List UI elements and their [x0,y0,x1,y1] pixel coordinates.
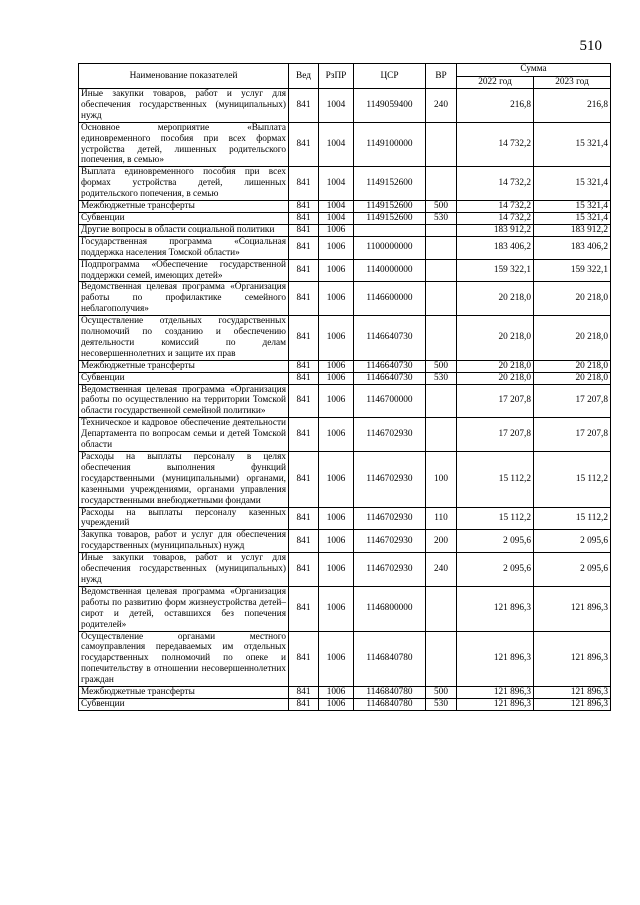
row-ved: 841 [289,530,319,553]
row-csr: 1149152600 [354,212,426,224]
table-row [79,167,611,201]
table-row [79,316,611,361]
row-rzpr: 1004 [319,89,354,123]
row-csr [354,224,426,236]
row-sum-2022: 121 896,3 [457,698,534,710]
table-row [79,687,611,699]
row-vr [426,316,457,361]
row-ved: 841 [289,316,319,361]
row-name: Ведомственная целевая программа «Организация работы по профилактике семейного неблагополучия» [79,282,289,316]
row-name: Межбюджетные трансферты [79,201,289,213]
row-sum-2022: 183 406,2 [457,236,534,259]
row-sum-2022: 20 218,0 [457,316,534,361]
row-rzpr: 1006 [319,236,354,259]
row-vr [426,282,457,316]
row-rzpr: 1006 [319,224,354,236]
row-sum-2023: 121 896,3 [534,698,611,710]
table-row [79,553,611,587]
row-csr: 1146702930 [354,553,426,587]
row-rzpr: 1006 [319,372,354,384]
table-row [79,631,611,687]
row-vr: 500 [426,687,457,699]
row-rzpr: 1006 [319,418,354,452]
row-name: Субвенции [79,372,289,384]
header-row [79,64,611,77]
row-ved: 841 [289,167,319,201]
row-vr: 530 [426,372,457,384]
row-vr: 240 [426,553,457,587]
row-sum-2023: 17 207,8 [534,418,611,452]
row-csr: 1149152600 [354,167,426,201]
row-sum-2022: 20 218,0 [457,360,534,372]
table-body [79,89,611,711]
budget-table [78,63,611,711]
row-csr: 1149059400 [354,89,426,123]
table-row [79,122,611,167]
row-vr: 110 [426,507,457,530]
row-ved: 841 [289,553,319,587]
header-name: Наименование показателей [79,64,289,89]
row-sum-2023: 183 912,2 [534,224,611,236]
row-csr: 1146640730 [354,372,426,384]
row-sum-2023: 183 406,2 [534,236,611,259]
row-csr: 1146702930 [354,452,426,508]
row-ved: 841 [289,631,319,687]
row-vr [426,224,457,236]
header-vr: ВР [426,64,457,89]
row-name: Межбюджетные трансферты [79,360,289,372]
row-ved: 841 [289,282,319,316]
row-csr: 1100000000 [354,236,426,259]
row-ved: 841 [289,122,319,167]
row-name: Техническое и кадровое обеспечение деятельности Департамента по вопросам семьи и детей Томской области [79,418,289,452]
row-ved: 841 [289,452,319,508]
row-vr [426,586,457,631]
row-vr [426,167,457,201]
row-rzpr: 1004 [319,212,354,224]
row-csr: 1146702930 [354,530,426,553]
row-sum-2023: 121 896,3 [534,687,611,699]
row-name: Иные закупки товаров, работ и услуг для обеспечения государственных (муниципальных) нужд [79,553,289,587]
row-ved: 841 [289,224,319,236]
row-sum-2023: 15 112,2 [534,507,611,530]
header-rzpr: РзПР [319,64,354,89]
row-name: Основное мероприятие «Выплата единовременного пособия при всех формах устройства детей, лишенных родительского попечения, в семью» [79,122,289,167]
header-2023: 2023 год [534,76,611,89]
row-ved: 841 [289,212,319,224]
row-vr: 100 [426,452,457,508]
row-ved: 841 [289,698,319,710]
row-name: Межбюджетные трансферты [79,687,289,699]
header-sum: Сумма [457,64,611,77]
row-sum-2022: 159 322,1 [457,259,534,282]
row-vr: 530 [426,212,457,224]
row-ved: 841 [289,259,319,282]
table-row [79,384,611,418]
table-row [79,89,611,123]
header-ved: Вед [289,64,319,89]
row-vr [426,259,457,282]
table-row [79,224,611,236]
table-row [79,360,611,372]
row-rzpr: 1006 [319,452,354,508]
row-sum-2022: 14 732,2 [457,201,534,213]
row-rzpr: 1006 [319,507,354,530]
row-ved: 841 [289,418,319,452]
row-ved: 841 [289,586,319,631]
row-sum-2023: 20 218,0 [534,316,611,361]
row-rzpr: 1006 [319,530,354,553]
row-sum-2023: 159 322,1 [534,259,611,282]
row-sum-2023: 121 896,3 [534,631,611,687]
row-csr: 1140000000 [354,259,426,282]
row-sum-2022: 15 112,2 [457,452,534,508]
row-name: Субвенции [79,212,289,224]
row-name: Подпрограмма «Обеспечение государственной поддержки семей, имеющих детей» [79,259,289,282]
row-name: Осуществление органами местного самоуправления передаваемых им отдельных государственных полномочий по опеке и попечительству в отношении несовершеннолетних граждан [79,631,289,687]
row-sum-2022: 14 732,2 [457,212,534,224]
row-rzpr: 1006 [319,586,354,631]
table-row [79,212,611,224]
row-sum-2022: 15 112,2 [457,507,534,530]
row-csr: 1146640730 [354,316,426,361]
row-rzpr: 1006 [319,384,354,418]
row-csr: 1146640730 [354,360,426,372]
table-row [79,452,611,508]
row-rzpr: 1006 [319,687,354,699]
row-sum-2022: 121 896,3 [457,687,534,699]
table-row [79,530,611,553]
row-ved: 841 [289,236,319,259]
row-name: Ведомственная целевая программа «Организация работы по развитию форм жизнеустройства детей–сирот и детей, оставшихся без попечения родителей» [79,586,289,631]
row-csr: 1149152600 [354,201,426,213]
row-vr: 500 [426,360,457,372]
header-csr: ЦСР [354,64,426,89]
row-name: Другие вопросы в области социальной политики [79,224,289,236]
row-rzpr: 1006 [319,259,354,282]
row-ved: 841 [289,89,319,123]
row-sum-2022: 14 732,2 [457,122,534,167]
row-sum-2023: 17 207,8 [534,384,611,418]
row-vr [426,384,457,418]
row-name: Иные закупки товаров, работ и услуг для обеспечения государственных (муниципальных) нужд [79,89,289,123]
row-sum-2023: 2 095,6 [534,553,611,587]
row-rzpr: 1004 [319,122,354,167]
row-ved: 841 [289,687,319,699]
row-ved: 841 [289,507,319,530]
header-2022: 2022 год [457,76,534,89]
row-vr [426,122,457,167]
table-row [79,282,611,316]
row-ved: 841 [289,372,319,384]
row-vr [426,236,457,259]
table-row [79,698,611,710]
row-csr: 1146700000 [354,384,426,418]
row-ved: 841 [289,360,319,372]
row-vr [426,631,457,687]
row-sum-2023: 20 218,0 [534,282,611,316]
row-vr: 200 [426,530,457,553]
row-sum-2023: 15 321,4 [534,122,611,167]
row-csr: 1146702930 [354,507,426,530]
row-rzpr: 1006 [319,698,354,710]
row-name: Осуществление отдельных государственных полномочий по созданию и обеспечению деятельности комиссий по делам несовершеннолетних и защите их прав [79,316,289,361]
table-row [79,372,611,384]
row-ved: 841 [289,201,319,213]
row-csr: 1149100000 [354,122,426,167]
row-sum-2022: 216,8 [457,89,534,123]
row-name: Субвенции [79,698,289,710]
row-vr [426,418,457,452]
row-sum-2022: 20 218,0 [457,372,534,384]
row-name: Выплата единовременного пособия при всех формах устройства детей, лишенных родительского попечения, в семью [79,167,289,201]
row-sum-2023: 15 112,2 [534,452,611,508]
row-sum-2022: 2 095,6 [457,553,534,587]
row-vr: 500 [426,201,457,213]
row-csr: 1146840780 [354,631,426,687]
row-vr: 240 [426,89,457,123]
row-sum-2022: 14 732,2 [457,167,534,201]
row-sum-2022: 183 912,2 [457,224,534,236]
row-sum-2023: 121 896,3 [534,586,611,631]
row-sum-2023: 20 218,0 [534,372,611,384]
row-name: Ведомственная целевая программа «Организация работы по осуществлению на территории Томской области государственной семейной политики» [79,384,289,418]
row-name: Государственная программа «Социальная поддержка населения Томской области» [79,236,289,259]
row-rzpr: 1006 [319,282,354,316]
row-csr: 1146840780 [354,698,426,710]
row-csr: 1146600000 [354,282,426,316]
row-rzpr: 1006 [319,631,354,687]
row-sum-2022: 17 207,8 [457,418,534,452]
row-name: Расходы на выплаты персоналу казенных учреждений [79,507,289,530]
row-sum-2022: 2 095,6 [457,530,534,553]
table-row [79,259,611,282]
row-sum-2022: 121 896,3 [457,586,534,631]
row-csr: 1146702930 [354,418,426,452]
row-sum-2023: 2 095,6 [534,530,611,553]
row-csr: 1146840780 [354,687,426,699]
row-sum-2022: 20 218,0 [457,282,534,316]
row-rzpr: 1006 [319,316,354,361]
table-row [79,507,611,530]
row-rzpr: 1006 [319,553,354,587]
row-csr: 1146800000 [354,586,426,631]
row-sum-2023: 216,8 [534,89,611,123]
row-name: Расходы на выплаты персоналу в целях обеспечения выполнения функций государственными (муниципальными) органами, казенными учреждениями, органами управления государственными внебюджетными фондами [79,452,289,508]
row-vr: 530 [426,698,457,710]
row-sum-2023: 15 321,4 [534,167,611,201]
row-ved: 841 [289,384,319,418]
row-sum-2023: 15 321,4 [534,212,611,224]
row-rzpr: 1004 [319,167,354,201]
row-sum-2022: 17 207,8 [457,384,534,418]
row-rzpr: 1006 [319,360,354,372]
table-row [79,418,611,452]
table-row [79,201,611,213]
row-sum-2023: 15 321,4 [534,201,611,213]
row-sum-2022: 121 896,3 [457,631,534,687]
table-row [79,586,611,631]
table-row [79,236,611,259]
row-name: Закупка товаров, работ и услуг для обеспечения государственных (муниципальных) нужд [79,530,289,553]
row-rzpr: 1004 [319,201,354,213]
page-number: 510 [579,38,602,54]
row-sum-2023: 20 218,0 [534,360,611,372]
